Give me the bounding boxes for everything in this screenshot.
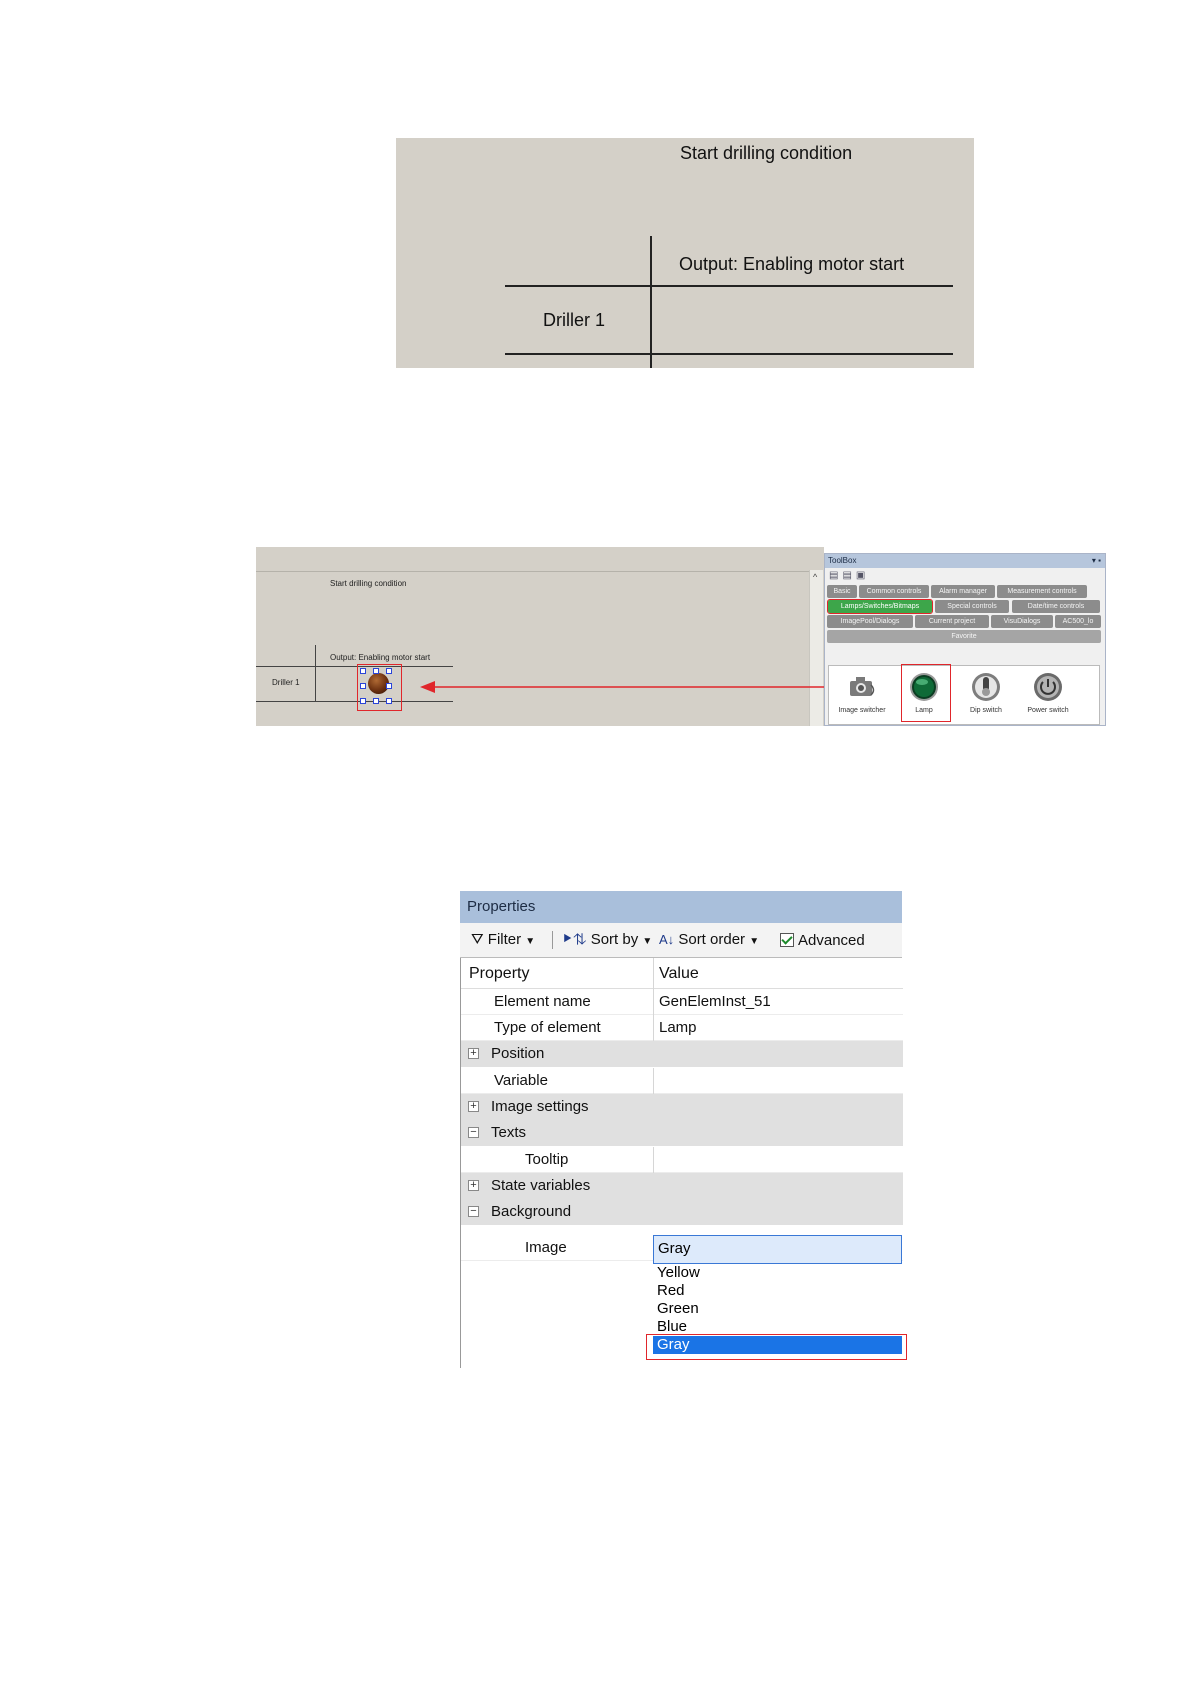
row-label: Driller 1 — [543, 310, 606, 330]
tab-measurement-controls[interactable]: Measurement controls — [997, 585, 1087, 598]
resize-handle[interactable] — [386, 698, 392, 704]
property-row-texts[interactable] — [461, 1120, 903, 1146]
toolbox-toolbar — [829, 570, 869, 581]
property-name: Position — [491, 1045, 545, 1062]
table-horizontal-line — [256, 666, 453, 667]
toolbox-title-bar — [825, 554, 1105, 568]
power-switch-icon — [1033, 672, 1063, 702]
property-row-tooltip[interactable] — [461, 1147, 903, 1173]
toolbox-item-label: Image switcher — [838, 707, 886, 714]
property-row-position[interactable] — [461, 1041, 903, 1067]
resize-handle[interactable] — [386, 668, 392, 674]
sort-by-label: Sort by — [590, 931, 639, 948]
collapse-icon[interactable]: − — [468, 1127, 479, 1138]
property-column-header: Property — [469, 965, 530, 982]
chevron-down-icon: ▼ — [749, 936, 760, 947]
toolbox-item-label: Dip switch — [970, 707, 1002, 714]
column-divider — [653, 1147, 654, 1173]
property-name: Variable — [494, 1072, 548, 1089]
editor-top-border — [256, 571, 809, 572]
value-column-header: Value — [659, 965, 699, 982]
property-row-type-of-element[interactable] — [461, 1015, 903, 1041]
property-row-image-settings[interactable] — [461, 1094, 903, 1120]
tab-visudialogs[interactable]: VisuDialogs — [991, 615, 1053, 628]
dip-switch-icon — [971, 672, 1001, 702]
resize-handle[interactable] — [360, 698, 366, 704]
sort-by-icon: ⯈⇅ — [561, 931, 587, 948]
toolbox-items — [828, 665, 1100, 725]
properties-toolbar — [460, 923, 902, 958]
resize-handle[interactable] — [373, 668, 379, 674]
tab-favorite[interactable]: Favorite — [827, 630, 1101, 643]
gray-option-highlight — [646, 1334, 907, 1360]
tab-imagepool-dialogs[interactable]: ImagePool/Dialogs — [827, 615, 913, 628]
property-value: Lamp — [659, 1019, 697, 1036]
sort-by-button[interactable] — [561, 931, 652, 948]
camera-icon — [847, 672, 877, 702]
column-header: Output: Enabling motor start — [330, 653, 431, 662]
tab-common-controls[interactable]: Common controls — [859, 585, 929, 598]
sort-order-label: Sort order — [678, 931, 746, 948]
resize-handle[interactable] — [360, 683, 366, 689]
tab-ac500-io[interactable]: AC500_lo — [1055, 615, 1101, 628]
tab-current-project[interactable]: Current project — [915, 615, 989, 628]
table-vertical-line — [650, 236, 652, 368]
editor-with-toolbox — [256, 547, 1106, 726]
image-select-dropdown[interactable]: Gray — [653, 1235, 902, 1264]
collapse-icon[interactable]: − — [468, 1206, 479, 1217]
column-header: Output: Enabling motor start — [679, 254, 905, 274]
column-divider — [653, 1015, 654, 1041]
resize-handle[interactable] — [360, 668, 366, 674]
tab-basic[interactable]: Basic — [827, 585, 857, 598]
sort-order-icon: A↓ — [659, 932, 675, 947]
properties-title: Properties — [460, 891, 902, 923]
pin-icon[interactable]: ▾ ▪ — [1091, 556, 1101, 565]
advanced-label: Advanced — [798, 932, 865, 949]
filter-label: Filter — [487, 931, 522, 948]
expand-icon[interactable]: + — [468, 1180, 479, 1191]
column-divider — [653, 1068, 654, 1094]
resize-handle[interactable] — [373, 698, 379, 704]
property-name: Type of element — [494, 1019, 601, 1036]
chevron-down-icon: ▼ — [642, 936, 653, 947]
tab-datetime-controls[interactable]: Date/time controls — [1012, 600, 1100, 613]
property-name: Image — [525, 1239, 567, 1256]
toolbox-item-power-switch[interactable] — [1017, 666, 1079, 724]
property-row-state-variables[interactable] — [461, 1173, 903, 1199]
property-name: Background — [491, 1203, 572, 1220]
property-name: State variables — [491, 1177, 591, 1194]
property-name: Texts — [491, 1124, 527, 1141]
option-green[interactable]: Green — [657, 1300, 699, 1317]
resize-handle[interactable] — [386, 683, 392, 689]
expand-icon[interactable]: + — [468, 1101, 479, 1112]
drill-condition-view — [396, 138, 974, 368]
toolbar-separator — [552, 931, 553, 949]
sort-order-button[interactable] — [659, 931, 759, 948]
option-yellow[interactable]: Yellow — [657, 1264, 700, 1281]
toolbox-item-label: Power switch — [1027, 707, 1069, 714]
property-row-variable[interactable] — [461, 1068, 903, 1094]
checkbox-checked-icon — [780, 933, 794, 947]
lamp-item-highlight — [901, 664, 951, 722]
property-row-background[interactable] — [461, 1199, 903, 1225]
property-name: Image settings — [491, 1098, 589, 1115]
properties-panel — [460, 891, 910, 1368]
expand-icon[interactable]: + — [468, 1048, 479, 1059]
table-horizontal-line — [505, 353, 953, 355]
toolbox-item-label: Lamp — [915, 707, 933, 714]
option-red[interactable]: Red — [657, 1282, 685, 1299]
property-value: GenElemInst_51 — [659, 993, 771, 1010]
toolbox-title: ToolBox — [828, 556, 857, 565]
view-title: Start drilling condition — [330, 579, 407, 588]
advanced-checkbox[interactable] — [780, 931, 865, 949]
row-label: Driller 1 — [272, 678, 300, 687]
filter-icon: ⛛ — [471, 931, 484, 948]
table-vertical-line — [315, 645, 316, 702]
table-horizontal-line — [505, 285, 953, 287]
toolbox-panel — [824, 553, 1106, 726]
scroll-up-icon[interactable]: ^ — [813, 572, 818, 582]
option-gray[interactable]: Gray — [653, 1336, 902, 1354]
property-name: Element name — [494, 993, 591, 1010]
table-horizontal-line — [256, 701, 453, 702]
property-row-element-name[interactable] — [461, 989, 903, 1015]
option-blue[interactable]: Blue — [657, 1318, 688, 1335]
property-name: Tooltip — [525, 1151, 569, 1168]
toolbox-item-image-switcher[interactable] — [831, 666, 893, 724]
chevron-down-icon: ▼ — [525, 936, 536, 947]
toolbox-item-dip-switch[interactable] — [955, 666, 1017, 724]
view-title: Start drilling condition — [680, 143, 853, 163]
page-icon[interactable]: ▤ — [829, 570, 843, 581]
image-icon[interactable]: ▣ — [855, 570, 870, 581]
vertical-scrollbar[interactable] — [809, 570, 823, 726]
filter-button[interactable] — [471, 931, 535, 948]
column-divider — [653, 958, 654, 989]
column-divider — [653, 989, 654, 1015]
visualization-editor-canvas[interactable] — [256, 547, 824, 726]
tab-lamps-switches-bitmaps[interactable]: Lamps/Switches/Bitmaps — [828, 600, 932, 613]
tab-alarm-manager[interactable]: Alarm manager — [931, 585, 995, 598]
property-grid-header — [461, 958, 903, 989]
tab-special-controls[interactable]: Special controls — [935, 600, 1009, 613]
page-icon[interactable]: ▤ — [842, 570, 856, 581]
